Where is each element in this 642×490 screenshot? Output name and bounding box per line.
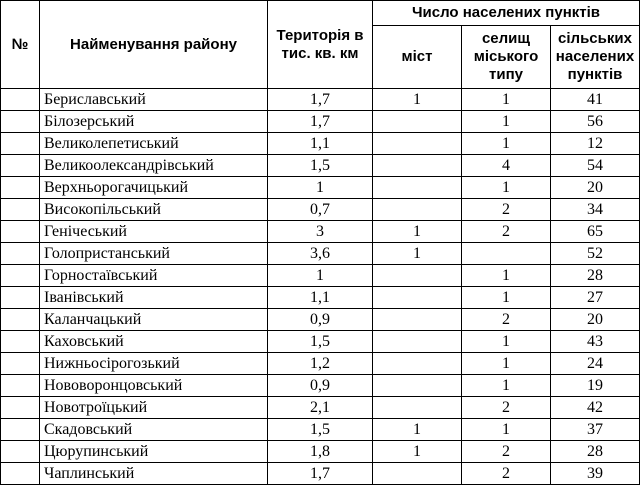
urban-villages-cell: 2 [462,221,551,243]
urban-villages-cell: 1 [462,111,551,133]
urban-villages-cell: 2 [462,199,551,221]
table-row [1,177,640,199]
header-settlements-group: Число населених пунктів [373,1,640,26]
urban-villages-cell: 2 [462,441,551,463]
rural-cell: 37 [551,419,640,441]
cities-cell [373,463,462,485]
rural-cell: 52 [551,243,640,265]
rural-cell: 27 [551,287,640,309]
rural-cell: 43 [551,331,640,353]
row-number-cell [1,133,40,155]
table-row [1,463,640,485]
cities-cell: 1 [373,243,462,265]
urban-villages-cell: 1 [462,89,551,111]
rural-cell: 20 [551,309,640,331]
table-row [1,397,640,419]
table-row [1,221,640,243]
cities-cell [373,177,462,199]
urban-villages-cell: 1 [462,265,551,287]
table-row [1,111,640,133]
table-row [1,89,640,111]
district-name-cell: Каховський [40,331,268,353]
rural-cell: 41 [551,89,640,111]
district-name-cell: Високопільський [40,199,268,221]
cities-cell [373,155,462,177]
table-row [1,199,640,221]
area-cell: 1,8 [268,441,373,463]
urban-villages-cell: 2 [462,463,551,485]
rural-cell: 56 [551,111,640,133]
area-cell: 1,7 [268,111,373,133]
row-number-cell [1,309,40,331]
rural-cell: 42 [551,397,640,419]
row-number-cell [1,287,40,309]
row-number-cell [1,463,40,485]
district-name-cell: Генічеський [40,221,268,243]
table-row [1,155,640,177]
rural-cell: 65 [551,221,640,243]
rural-cell: 28 [551,265,640,287]
rural-cell: 28 [551,441,640,463]
row-number-cell [1,111,40,133]
table-row [1,309,640,331]
district-name-cell: Скадовський [40,419,268,441]
row-number-cell [1,331,40,353]
header-row-1 [1,1,640,26]
urban-villages-cell: 1 [462,133,551,155]
area-cell: 1,1 [268,287,373,309]
rural-cell: 12 [551,133,640,155]
table-row [1,287,640,309]
urban-villages-cell: 2 [462,309,551,331]
row-number-cell [1,221,40,243]
urban-villages-cell: 4 [462,155,551,177]
cities-cell: 1 [373,221,462,243]
cities-cell [373,309,462,331]
district-name-cell: Великолепетиський [40,133,268,155]
table-row [1,331,640,353]
rural-cell: 39 [551,463,640,485]
table-row [1,375,640,397]
header-urban-villages: селищ міського типу [462,26,551,89]
district-name-cell: Каланчацький [40,309,268,331]
cities-cell [373,397,462,419]
row-number-cell [1,265,40,287]
area-cell: 1,7 [268,89,373,111]
area-cell: 1 [268,177,373,199]
district-name-cell: Горностаївський [40,265,268,287]
table-row [1,243,640,265]
cities-cell [373,111,462,133]
row-number-cell [1,441,40,463]
district-name-cell: Цюрупинський [40,441,268,463]
district-name-cell: Нововоронцовський [40,375,268,397]
district-name-cell: Верхньорогачицький [40,177,268,199]
row-number-cell [1,375,40,397]
area-cell: 1,2 [268,353,373,375]
district-name-cell: Бериславський [40,89,268,111]
district-name-cell: Голопристанський [40,243,268,265]
row-number-cell [1,243,40,265]
district-name-cell: Нижньосірогозький [40,353,268,375]
table-row [1,419,640,441]
row-number-cell [1,177,40,199]
cities-cell [373,133,462,155]
area-cell: 3 [268,221,373,243]
row-number-cell [1,199,40,221]
cities-cell: 1 [373,419,462,441]
cities-cell [373,265,462,287]
rural-cell: 54 [551,155,640,177]
area-cell: 1,5 [268,155,373,177]
district-name-cell: Чаплинський [40,463,268,485]
cities-cell [373,353,462,375]
cities-cell: 1 [373,441,462,463]
rural-cell: 24 [551,353,640,375]
district-name-cell: Іванівський [40,287,268,309]
row-number-cell [1,155,40,177]
urban-villages-cell: 1 [462,331,551,353]
district-name-cell: Великоолександрівський [40,155,268,177]
urban-villages-cell: 1 [462,375,551,397]
header-district-name: Найменування району [40,1,268,89]
cities-cell [373,287,462,309]
row-number-cell [1,89,40,111]
area-cell: 0,9 [268,375,373,397]
header-number: № [1,1,40,89]
area-cell: 1,5 [268,419,373,441]
area-cell: 1,1 [268,133,373,155]
cities-cell: 1 [373,89,462,111]
rural-cell: 34 [551,199,640,221]
area-cell: 0,9 [268,309,373,331]
table-row [1,265,640,287]
header-cities: міст [373,26,462,89]
cities-cell [373,199,462,221]
area-cell: 1 [268,265,373,287]
cities-cell [373,375,462,397]
table-row [1,353,640,375]
rural-cell: 19 [551,375,640,397]
urban-villages-cell [462,243,551,265]
row-number-cell [1,419,40,441]
urban-villages-cell: 1 [462,419,551,441]
urban-villages-cell: 2 [462,397,551,419]
cities-cell [373,331,462,353]
urban-villages-cell: 1 [462,177,551,199]
table-body [1,89,640,485]
district-name-cell: Новотроїцький [40,397,268,419]
table-row [1,441,640,463]
table-row [1,133,640,155]
header-rural: сільських населених пунктів [551,26,640,89]
area-cell: 0,7 [268,199,373,221]
area-cell: 1,5 [268,331,373,353]
header-area: Територія в тис. кв. км [268,1,373,89]
row-number-cell [1,353,40,375]
district-name-cell: Білозерський [40,111,268,133]
urban-villages-cell: 1 [462,353,551,375]
row-number-cell [1,397,40,419]
area-cell: 3,6 [268,243,373,265]
rural-cell: 20 [551,177,640,199]
area-cell: 2,1 [268,397,373,419]
urban-villages-cell: 1 [462,287,551,309]
area-cell: 1,7 [268,463,373,485]
